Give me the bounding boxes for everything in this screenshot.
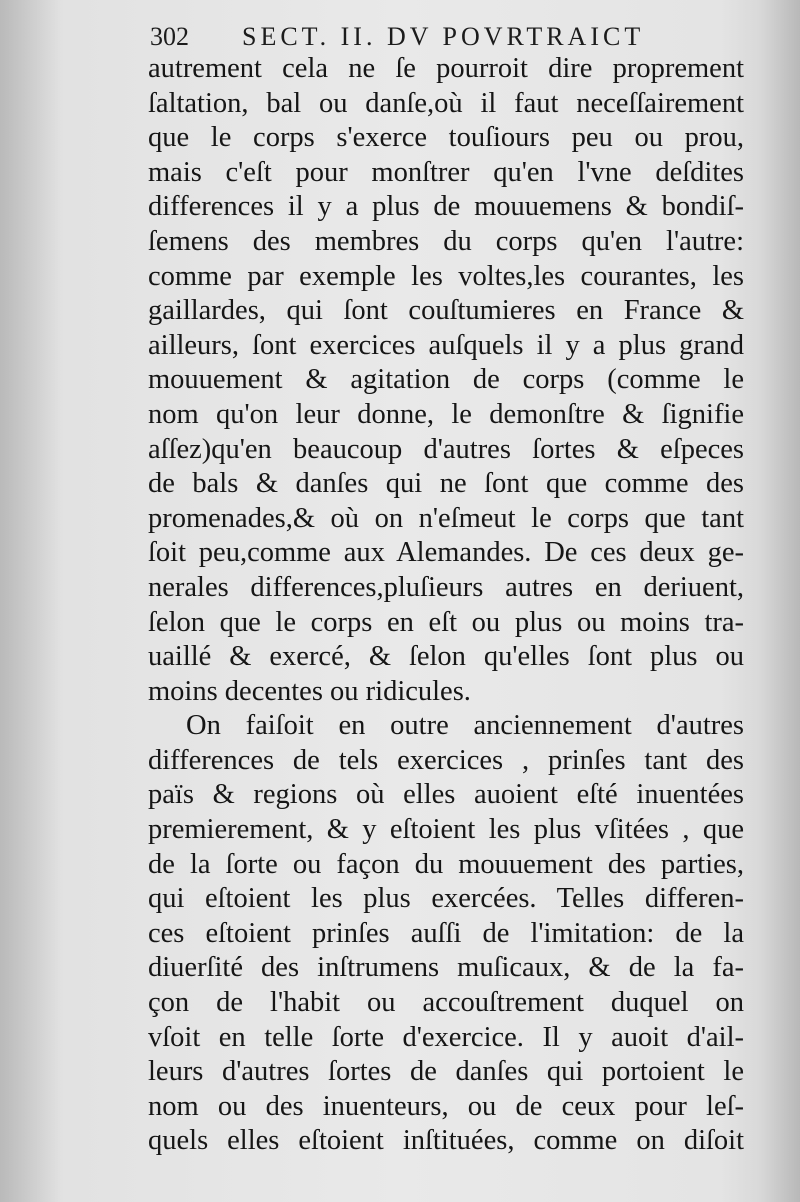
text-line: aſſez)qu'en beaucoup d'autres ſortes & eſpeces bbox=[148, 433, 744, 465]
text-line: de bals & danſes qui ne ſont que comme des bbox=[148, 468, 744, 500]
page-number: 302 bbox=[150, 22, 189, 51]
text-line: nom qu'on leur donne, le demonſtre & ſignifie bbox=[148, 398, 744, 430]
text-line: differences de tels exercices , prinſes tant des bbox=[148, 744, 744, 776]
text-line: promenades,& où on n'eſmeut le corps que tant bbox=[148, 502, 744, 534]
text-line: nerales differences,pluſieurs autres en deriuent, bbox=[148, 571, 744, 603]
text-line: comme par exemple les voltes,les courantes, les bbox=[148, 260, 744, 292]
text-line: nom ou des inuenteurs, ou de ceux pour leſ- bbox=[148, 1090, 744, 1122]
text-line: que le corps s'exerce touſiours peu ou prou, bbox=[148, 122, 744, 154]
text-line: mouuement & agitation de corps (comme le bbox=[148, 364, 744, 396]
text-line: ſemens des membres du corps qu'en l'autre: bbox=[148, 225, 744, 257]
text-line: vſoit en telle ſorte d'exercice. Il y auoit d'ail- bbox=[148, 1021, 744, 1053]
text-line: ces eſtoient prinſes auſſi de l'imitation: de la bbox=[148, 917, 744, 949]
text-line: mais c'eſt pour monſtrer qu'en l'vne deſdites bbox=[148, 156, 744, 188]
text-line: gaillardes, qui ſont couſtumieres en France & bbox=[148, 295, 744, 327]
running-head: SECT. II. DV POVRTRAICT bbox=[242, 22, 645, 51]
text-line: diuerſité des inſtrumens muſicaux, & de la fa- bbox=[148, 952, 744, 984]
text-line: ailleurs, ſont exercices auſquels il y a plus grand bbox=[148, 329, 744, 361]
page-shadow-left bbox=[0, 0, 60, 1202]
text-line: premierement, & y eſtoient les plus vſitées , que bbox=[148, 814, 744, 846]
text-line: uaillé & exercé, & ſelon qu'elles ſont plus ou bbox=[148, 641, 744, 673]
paragraph-1 bbox=[148, 52, 744, 709]
text-line: çon de l'habit ou accouſtrement duquel on bbox=[148, 987, 744, 1019]
page-shadow-right bbox=[760, 0, 800, 1202]
text-line: de la ſorte ou façon du mouuement des parties, bbox=[148, 848, 744, 880]
text-line: On faiſoit en outre anciennement d'autres bbox=[186, 710, 744, 742]
paragraph-2 bbox=[148, 709, 744, 1159]
body-text bbox=[148, 52, 744, 1159]
text-line: ſaltation, bal ou danſe,où il faut neceſſairement bbox=[148, 87, 744, 119]
text-line: leurs d'autres ſortes de danſes qui portoient le bbox=[148, 1056, 744, 1088]
text-line: autrement cela ne ſe pourroit dire proprement bbox=[148, 53, 744, 84]
text-line: païs & regions où elles auoient eſté inuentées bbox=[148, 779, 744, 811]
text-line: ſoit peu,comme aux Alemandes. De ces deux ge- bbox=[148, 537, 744, 569]
text-line: differences il y a plus de mouuemens & bondiſ- bbox=[148, 191, 744, 223]
text-line: qui eſtoient les plus exercées. Telles differen- bbox=[148, 883, 744, 915]
text-line: quels elles eſtoient inſtituées, comme on diſoit bbox=[148, 1125, 744, 1157]
text-line: moins decentes ou ridicules. bbox=[148, 675, 471, 707]
text-line: ſelon que le corps en eſt ou plus ou moins tra- bbox=[148, 606, 744, 638]
